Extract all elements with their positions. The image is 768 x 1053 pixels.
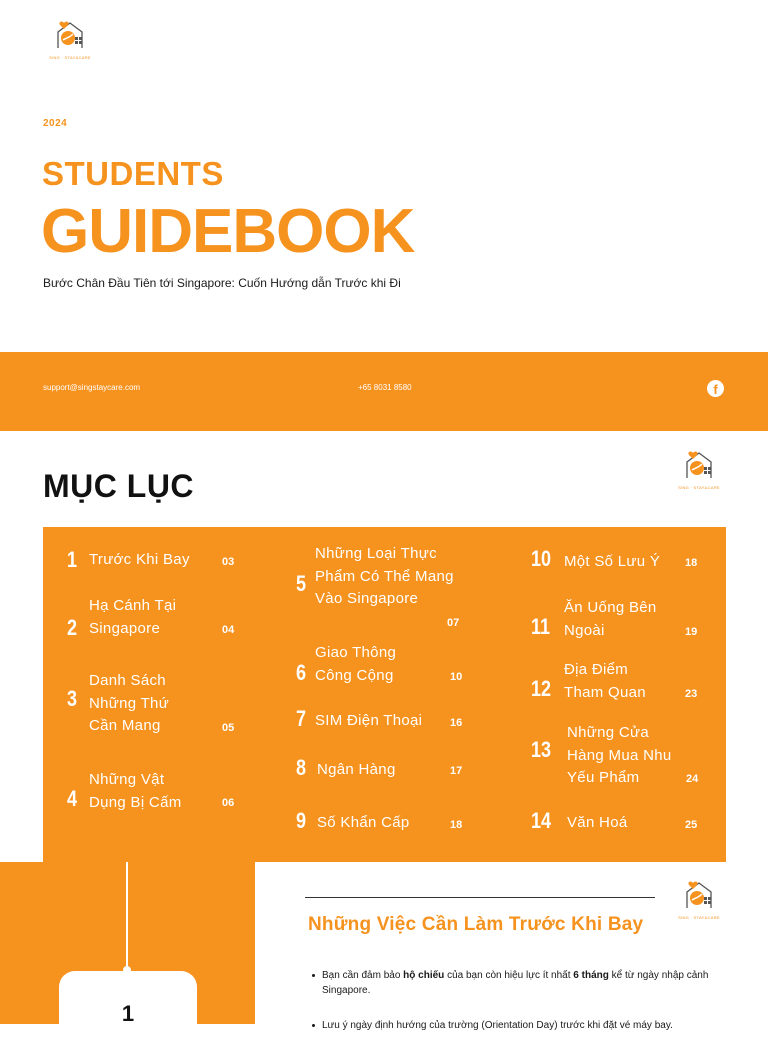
- bullet-text: kể từ ngày nhập cảnh Singapore.: [322, 970, 709, 996]
- list-item: [312, 968, 732, 998]
- toc-item-number: 14: [531, 808, 552, 833]
- bullet-text: Lưu ý ngày định hướng của trường (Orientation Day) trước khi đặt vé máy bay.: [322, 1020, 673, 1031]
- toc-item-number: 8: [296, 755, 307, 780]
- section-connector-line: [126, 862, 128, 970]
- contact-email[interactable]: support@singstaycare.com: [43, 383, 141, 392]
- toc-item-number: 2: [67, 615, 78, 640]
- toc-item-label: Trước Khi Bay: [89, 551, 190, 568]
- toc-item-number: 5: [296, 571, 307, 596]
- toc-item-label: Những Loại Thực Phẩm Có Thể Mang Vào Singapore: [315, 545, 454, 607]
- toc-item-page: 19: [685, 626, 698, 638]
- list-item: [312, 1018, 732, 1033]
- toc-item-number: 10: [531, 546, 552, 571]
- toc-item-page: 05: [222, 722, 235, 734]
- toc-item-number: 11: [531, 614, 551, 639]
- toc-item-label: Số Khẩn Cấp: [317, 814, 410, 831]
- toc-item-page: 24: [686, 773, 699, 785]
- toc-item-number: 1: [67, 547, 78, 572]
- toc-item-page: 18: [685, 557, 698, 569]
- toc-item-number: 7: [296, 706, 307, 731]
- toc-item-label: Một Số Lưu Ý: [564, 553, 661, 570]
- toc-title: MỤC LỤC: [43, 468, 195, 504]
- toc-item-number: 9: [296, 808, 307, 833]
- toc-item-label: Hạ Cánh Tại Singapore: [89, 597, 177, 637]
- toc-item-page: 23: [685, 688, 698, 700]
- toc-item-label: Ăn Uống Bên Ngoài: [564, 599, 657, 639]
- toc-item-page: 04: [222, 624, 235, 636]
- contact-band: [0, 352, 768, 431]
- facebook-icon[interactable]: f: [707, 380, 724, 397]
- toc-item-page: 17: [450, 765, 463, 777]
- toc-item-number: 6: [296, 660, 307, 685]
- bullet-text: của bạn còn hiệu lực ít nhất: [444, 970, 574, 981]
- toc-item-label: Giao Thông Công Cộng: [315, 644, 397, 684]
- toc-item-number: 4: [67, 786, 78, 811]
- toc-item-number: 13: [531, 737, 552, 762]
- brand-logo: [48, 18, 92, 58]
- bullet-bold: hộ chiếu: [403, 970, 445, 981]
- toc-item-number: 12: [531, 676, 552, 701]
- toc-item-label: SIM Điện Thoại: [315, 712, 423, 729]
- section-divider: [305, 897, 655, 898]
- cover-subtitle: Bước Chân Đầu Tiên tới Singapore: Cuốn Hướng dẫn Trước khi Đi: [43, 276, 401, 290]
- toc-item-label: Địa Điểm Tham Quan: [564, 661, 646, 701]
- toc-item-page: 18: [450, 819, 463, 831]
- bullet-text: Bạn cần đảm bảo: [322, 970, 404, 981]
- toc-item-page: 10: [450, 671, 463, 683]
- toc-item-label: Văn Hoá: [567, 814, 628, 831]
- cover-title-guidebook: GUIDEBOOK: [41, 197, 415, 266]
- toc-box: [43, 527, 726, 862]
- cover-title-students: STUDENTS: [42, 155, 224, 192]
- contact-phone[interactable]: +65 8031 8580: [358, 383, 412, 392]
- section-bullet-list: [312, 968, 732, 1053]
- toc-item-page: 03: [222, 556, 235, 568]
- logo-text: SING · STAY&CARE: [678, 485, 720, 490]
- toc-item-label: Những Vật Dụng Bị Cấm: [89, 771, 182, 811]
- toc-item-page: 16: [450, 717, 463, 729]
- section-number-card: [59, 971, 197, 1051]
- toc-logo: [677, 448, 721, 488]
- toc-item-number: 3: [67, 686, 78, 711]
- toc-item-label: Những Cửa Hàng Mua Nhu Yếu Phẩm: [567, 724, 672, 786]
- cover-year: 2024: [43, 118, 68, 129]
- toc-item-label: Danh Sách Những Thứ Cần Mang: [89, 672, 170, 734]
- toc-item-page: 06: [222, 797, 235, 809]
- toc-item-page: 25: [685, 819, 698, 831]
- section-title: Những Việc Cần Làm Trước Khi Bay: [308, 914, 644, 935]
- toc-item-page: 07: [447, 617, 460, 629]
- bullet-bold: 6 tháng: [573, 970, 609, 981]
- section-logo: [677, 878, 721, 918]
- section-number: 1: [121, 1001, 135, 1026]
- logo-text: SING · STAY&CARE: [49, 55, 91, 60]
- logo-text: SING · STAY&CARE: [678, 915, 720, 920]
- toc-item-label: Ngân Hàng: [317, 761, 396, 778]
